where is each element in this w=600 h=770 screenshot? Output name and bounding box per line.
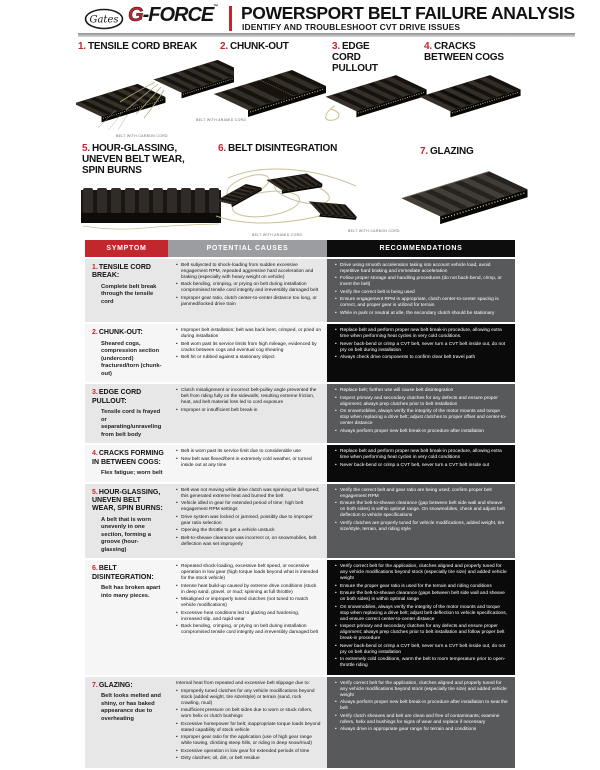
column-header-recommendations: RECOMMENDATIONS [327,240,515,257]
troubleshooting-table [85,240,515,770]
recommendations-cell [327,677,515,768]
bullet-item: • New belt was flexed/bent in extremely cold weather, or turned inside out at any time [176,457,321,469]
bullet-item: • Dirty clutches; oil, dirt, or belt residue [176,756,321,762]
bullet-item: • Improperly tuned clutches for any vehicle modifications beyond stock (added weight, tire size/style) or terrain (sand, rock crawling, mud) [176,689,321,707]
bullet-item: • Verify the correct belt and gear ratio are being used; confirm proper belt engagement RPM [335,488,509,500]
bullet-item: • On snowmobiles, always verify the integrity of the motor mounts and torque stop when replacing a drive belt; adjust clutches to proper offset and center-to-center distance [335,409,509,427]
bullet-item: • Improper or insufficient belt break-in [176,408,321,414]
header-divider [229,6,232,31]
bullet-item: • Belt was not moving while drive clutch was spinning at full speed; this generated extreme heat and burned the belt [176,488,321,500]
symptom-description: Tensile cord is frayed or separating/unraveling from belt body [101,409,162,438]
table-row [85,560,515,674]
bullet-item: • Inspect primary and secondary clutches for any defects and ensure proper alignment; always prep clutches prior to belt installation [335,396,509,408]
belt-image-cracks-between-cogs [418,64,526,124]
failure-label-hour-glassing: 5. HOUR-GLASSING, UNEVEN BELT WEAR, SPIN BURNS [82,143,185,176]
bullet-item: • Replace belt and perform proper new belt break-in procedure, allowing extra time when performing heat cycles in very cold conditions. [335,328,509,340]
bullet-item: • Replace belt; further use will cause belt disintegration [335,388,509,394]
header [0,0,600,34]
bullet-item: • Verify clutches are properly tuned for vehicle modifications, added weight, tire size/style, terrain, and riding style [335,521,509,533]
bullet-item: • In extremely cold conditions, warm the belt to room temperature prior to open-throttle riding [335,657,509,669]
failure-label-tensile-cord-break: 1. TENSILE CORD BREAK [78,41,198,52]
bullet-item: • Misaligned or improperly tuned clutches (not tuned to match vehicle modifications) [176,597,321,609]
recommendations-cell [327,560,515,674]
column-header-symptom: SYMPTOM [85,240,168,257]
symptom-description: Sheared cogs, compression section (undercord) fractured/torn (chunk-out) [101,340,162,377]
bullet-item: • Follow proper storage and handling procedures (do not back-bend, crimp, or invert the belt) [335,276,509,288]
bullet-item: • Ensure engagement RPM is appropriate, clutch center-to-center spacing is correct, and proper gear is utilized for terrain [335,297,509,309]
bullet-item: • Excessive operation in low gear for extended periods of time [176,749,321,755]
belt-image-tensile-cord-break [76,52,234,136]
bullet-item: • Clutch misalignment or incorrect belt-pulley angle prevented the belt from riding fully on the sidewalls; resulting extreme friction, heat, and belt material loss led to cord exposure [176,388,321,406]
bullet-item: • Improper gear ratio for the application (use of high gear range while towing, climbing steep hills, or riding in deep snow/mud) [176,735,321,747]
recommendations-cell [327,324,515,382]
bullet-item: • Insufficient pressure on belt sides due to worn or stuck rollers, worn helix or clutch bushings [176,708,321,720]
belt-image-glazing [398,158,536,232]
bullet-item: • Opening the throttle to get a vehicle unstuck [176,528,321,534]
table-row [85,445,515,481]
belt-image-belt-disintegration [206,156,374,232]
bullet-item: • Vehicle idled in gear for extended period of time; high belt engagement RPM settings [176,501,321,513]
belt-image-hour-glassing [78,184,224,232]
bullet-item: • Always perform proper new belt break-in procedure after installation to seat the belt [335,700,509,712]
failure-label-chunk-out: 2. CHUNK-OUT [220,41,289,52]
bullet-item: • Verify correct belt for the application, clutches aligned and properly tuned for any vehicle modifications beyond stock (especially tire size) and added vehicle weight [335,564,509,582]
belt-image-edge-cord-pullout [324,64,432,124]
symptom-cell: 1.TENSILE CORD BREAK: Complete belt break through the tensile cord [85,259,168,322]
bullet-item: • On snowmobiles, always verify the integrity of the motor mounts and torque stop when replacing a drive belt; adjust belt deflection to vehicle specifications, and ensure correct center-to-center distance [335,605,509,623]
bullet-item: • Back bending, crimping, or prying on belt during installation compromised tensile cord integrity and irreversibly damaged belt [176,624,321,636]
bullet-item: • Verify correct belt for the application, clutches aligned and properly tuned for any vehicle modifications beyond stock (especially tire size) and added vehicle weight [335,681,509,699]
bullet-item: • Never back-bend or crimp a CVT belt, never turn a CVT belt inside out, do not pry on belt during installation [335,342,509,354]
failure-label-glazing: 7. GLAZING [420,146,474,157]
svg-text:Gates: Gates [89,14,119,26]
symptom-cell: 7.GLAZING: Belt looks melted and shiny, or has baked appearance due to overheating [85,677,168,768]
recommendations-cell [327,445,515,481]
caption-belt-with-aramid-cord: BELT WITH ARAMID CORD [196,118,247,122]
bullet-item: • Always check drive components to confirm clear belt travel path [335,355,509,361]
bullet-item: • Belt is worn past its service limit due to considerable use [176,449,321,455]
bullet-item: • Verify clutch sheaves and belt are clean and free of contaminants; examine rollers, helix and bushings for signs of wear and replace if necessary [335,714,509,726]
symptom-description: Belt looks melted and shiny, or has baked appearance due to overheating [101,693,161,722]
bullet-item: • Back bending, crimping, or prying on belt during installation compromised tensile cord integrity and irreversibly damaged belt [176,282,321,294]
causes-cell [168,259,327,322]
bullet-item: • Replace belt and perform proper new belt break-in procedure, allowing extra time when performing heat cycles in very cold conditions [335,449,509,461]
bullet-item: • While in park or neutral at idle, the secondary clutch should be stationary [335,311,509,317]
bullet-item: • Repeated shock-loading, excessive belt speed, or excessive operation in low gear (high torque loads beyond what is intended for the stock vehicle) [176,564,321,582]
bullet-item: • Drive system was locked or jammed, possibly due to improper gear ratio selection [176,515,321,527]
bullet-item: • Belt-to-sheave clearance was incorrect or, on snowmobiles, belt deflection was set improperly [176,536,321,548]
recommendations-cell [327,259,515,322]
caption-belt-with-carbon-cord: BELT WITH CARBON CORD [116,134,168,138]
causes-cell [168,560,327,674]
recommendations-cell [327,484,515,559]
header-separator [78,33,575,37]
bullet-item: • Improper belt installation; belt was back bent, crimped, or pried on during installation [176,328,321,340]
causes-cell [168,324,327,382]
table-row [85,324,515,382]
failure-label-cracks-between-cogs: 4. CRACKS BETWEEN COGS [424,41,504,63]
bullet-item: • Ensure the belt-to-sheave clearance (gap between belt side wall and sheave on both sides) is within optimal range. On snowmobiles, check and adjust belt deflection to vehicle specifications [335,501,509,519]
table-row [85,677,515,768]
failure-label-edge-cord-pullout: 3. EDGE CORD PULLOUT [332,41,378,74]
symptom-description: Flex fatigue; worn belt [101,470,163,477]
page-title: POWERSPORT BELT FAILURE ANALYSIS [241,3,575,23]
bullet-item: • Always drive in appropriate gear range for terrain and conditions [335,727,509,733]
symptom-description: Belt has broken apart into many pieces. [101,585,161,599]
bullet-item: • Always perform proper new belt break-in procedure after installation [335,429,509,435]
table-header [85,240,515,257]
gates-logo [84,8,124,30]
caption-belt-with-carbon-cord-2: BELT WITH CARBON CORD [348,229,400,233]
bullet-item: • Improper gear ratio, clutch center-to-center distance too long, or jammed/locked drive train [176,296,321,308]
symptom-cell: 2.CHUNK-OUT: Sheared cogs, compression section (undercord) fractured/torn (chunk-out) [85,324,168,382]
failure-label-belt-disintegration: 6. BELT DISINTEGRATION [218,143,338,154]
belt-image-chunk-out [212,58,332,124]
causes-cell [168,445,327,481]
bullet-item: • Excessive horsepower for belt; inappropriate torque loads beyond stated capability of stock vehicle [176,722,321,734]
bullet-item: • Ensure the belt-to-sheave clearance (gaps between belt side wall and sheave on both sides) is within optimal range [335,591,509,603]
bullet-item: • Drive using smooth acceleration taking into account vehicle load, avoid repetitive hard braking and immediate acceleration [335,263,509,275]
symptom-cell: 5.HOUR-GLASSING, UNEVEN BELT WEAR, SPIN BURNS: A belt that is worn unevenly in one section, forming a groove (hour-glassing) [85,484,168,559]
recommendations-cell [327,384,515,443]
bullet-item: • Inspect primary and secondary clutches for any defects and ensure proper alignment; always prep clutches prior to belt installation and follow proper belt break-in procedure [335,624,509,642]
bullet-item: • Never back-bend or crimp a CVT belt, never turn a CVT belt inside out [335,463,509,469]
bullet-item: • Belt worn past its service limits from high mileage, evidenced by cracks between cogs and eventual cog shearing [176,342,321,354]
symptom-cell: 4.CRACKS FORMING IN BETWEEN COGS: Flex fatigue; worn belt [85,445,168,481]
page-subtitle: IDENTIFY AND TROUBLESHOOT CVT DRIVE ISSUES [242,22,461,32]
causes-cell [168,677,327,768]
bullet-item: • Intense heat build-up caused by extreme drive conditions (stuck in deep sand, gravel, or mud; spinning at full throttle) [176,584,321,596]
bullet-item: • Verify the correct belt is being used [335,290,509,296]
table-row [85,384,515,443]
symptom-cell: 6.BELT DISINTEGRATION: Belt has broken apart into many pieces. [85,560,168,674]
bullet-item: • Never back-bend or crimp a CVT belt, never turn a CVT belt inside out, do not pry on belt during installation [335,644,509,656]
bullet-item: • Excessive heat conditions led to glazing and hardening, increased slip, and rapid wear [176,611,321,623]
bullet-item: • Ensure the proper gear ratio is used for the terrain and riding conditions [335,584,509,590]
causes-cell [168,484,327,559]
gforce-logo: G-FORCE™ [128,4,219,26]
symptom-cell: 3.EDGE CORD PULLOUT: Tensile cord is frayed or separating/unraveling from belt body [85,384,168,443]
caption-belt-with-aramid-cord-2: BELT WITH ARAMID CORD [252,233,303,237]
causes-intro: Internal heat from repeated and excessive belt slippage due to: [176,680,310,686]
column-header-potential-causes: POTENTIAL CAUSES [168,240,327,257]
bullet-item: • Belt subjected to shock-loading from sudden excessive engagement RPM, repeated aggressive hard acceleration and braking (especially with heavy weight on vehicle) [176,263,321,281]
symptom-description: Complete belt break through the tensile cord [101,283,157,305]
table-row [85,484,515,559]
bullet-item: • Belt hit or rubbed against a stationary object [176,355,321,361]
table-row [85,259,515,322]
causes-cell [168,384,327,443]
symptom-description: A belt that is worn unevenly in one section, forming a groove (hour-glassing) [101,516,152,553]
